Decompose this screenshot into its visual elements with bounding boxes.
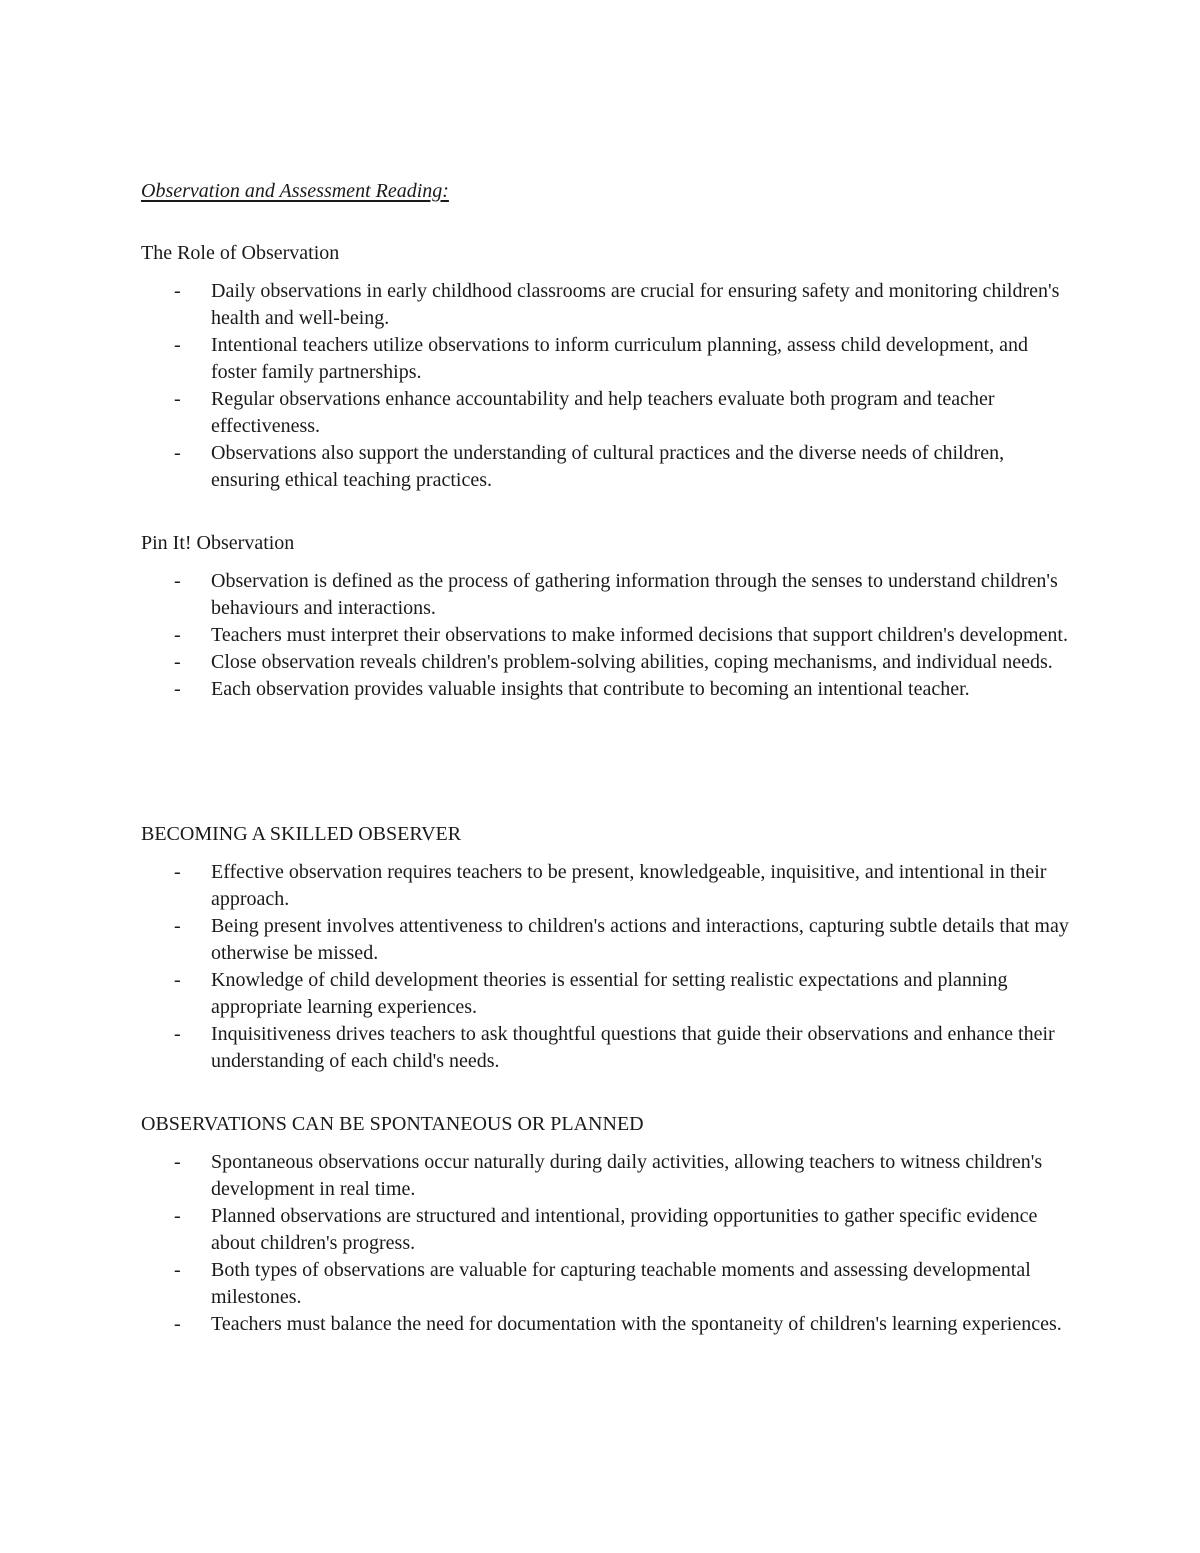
list-item-text: Inquisitiveness drives teachers to ask thoughtful questions that guide their observations and enhance their understanding of each child's needs. bbox=[211, 1023, 1055, 1072]
bullet-marker: - bbox=[174, 1023, 181, 1045]
bullet-marker: - bbox=[174, 1259, 181, 1281]
bullet-marker: - bbox=[174, 624, 181, 646]
list-item-text: Close observation reveals children's problem-solving abilities, coping mechanisms, and individual needs. bbox=[211, 651, 1053, 673]
list-item bbox=[141, 1149, 1071, 1203]
section-pin-it-observation bbox=[141, 530, 1071, 703]
list-item bbox=[141, 568, 1071, 622]
bullet-marker: - bbox=[174, 651, 181, 673]
list-item bbox=[141, 1257, 1071, 1311]
bullet-marker: - bbox=[174, 969, 181, 991]
list-item bbox=[141, 913, 1071, 967]
bullet-marker: - bbox=[174, 388, 181, 410]
bullet-marker: - bbox=[174, 280, 181, 302]
list-item bbox=[141, 1311, 1071, 1338]
list-item-text: Spontaneous observations occur naturally during daily activities, allowing teachers to witness children's development in real time. bbox=[211, 1151, 1043, 1200]
list-item-text: Teachers must interpret their observations to make informed decisions that support children's development. bbox=[211, 624, 1068, 646]
list-item bbox=[141, 386, 1071, 440]
bullet-marker: - bbox=[174, 1313, 181, 1335]
list-item-text: Knowledge of child development theories is essential for setting realistic expectations and planning appropriate learning experiences. bbox=[211, 969, 1008, 1018]
bullet-marker: - bbox=[174, 442, 181, 464]
bullet-marker: - bbox=[174, 915, 181, 937]
bullet-marker: - bbox=[174, 570, 181, 592]
bullet-list bbox=[141, 1149, 1071, 1338]
list-item-text: Both types of observations are valuable for capturing teachable moments and assessing developmental milestones. bbox=[211, 1259, 1031, 1308]
bullet-marker: - bbox=[174, 334, 181, 356]
list-item bbox=[141, 967, 1071, 1021]
list-item-text: Teachers must balance the need for documentation with the spontaneity of children's learning experiences. bbox=[211, 1313, 1062, 1335]
list-item-text: Planned observations are structured and intentional, providing opportunities to gather specific evidence about children's progress. bbox=[211, 1205, 1038, 1254]
list-item bbox=[141, 1203, 1071, 1257]
list-item bbox=[141, 278, 1071, 332]
section-role-of-observation bbox=[141, 240, 1071, 494]
list-item bbox=[141, 859, 1071, 913]
bullet-list bbox=[141, 278, 1071, 494]
section-heading: OBSERVATIONS CAN BE SPONTANEOUS OR PLANNED bbox=[141, 1113, 644, 1135]
section-heading: The Role of Observation bbox=[141, 242, 340, 264]
list-item-text: Observations also support the understanding of cultural practices and the diverse needs of children, ensuring ethical teaching practices. bbox=[211, 442, 1005, 491]
list-item-text: Daily observations in early childhood classrooms are crucial for ensuring safety and monitoring children's health and well-being. bbox=[211, 280, 1060, 329]
list-item bbox=[141, 676, 1071, 703]
section-spontaneous-or-planned bbox=[141, 1111, 1071, 1338]
document-title: Observation and Assessment Reading: bbox=[141, 180, 449, 202]
bullet-marker: - bbox=[174, 1151, 181, 1173]
list-item bbox=[141, 622, 1071, 649]
bullet-marker: - bbox=[174, 678, 181, 700]
list-item-text: Observation is defined as the process of gathering information through the senses to understand children's behaviours and interactions. bbox=[211, 570, 1058, 619]
list-item bbox=[141, 332, 1071, 386]
list-item-text: Each observation provides valuable insights that contribute to becoming an intentional teacher. bbox=[211, 678, 970, 700]
list-item-text: Being present involves attentiveness to children's actions and interactions, capturing subtle details that may otherwise be missed. bbox=[211, 915, 1069, 964]
bullet-marker: - bbox=[174, 1205, 181, 1227]
bullet-list bbox=[141, 568, 1071, 703]
bullet-list bbox=[141, 859, 1071, 1075]
section-heading: BECOMING A SKILLED OBSERVER bbox=[141, 823, 462, 845]
list-item-text: Regular observations enhance accountability and help teachers evaluate both program and teacher effectiveness. bbox=[211, 388, 995, 437]
list-item bbox=[141, 440, 1071, 494]
list-item bbox=[141, 649, 1071, 676]
bullet-marker: - bbox=[174, 861, 181, 883]
list-item-text: Intentional teachers utilize observations to inform curriculum planning, assess child development, and foster family partnerships. bbox=[211, 334, 1029, 383]
section-skilled-observer bbox=[141, 821, 1071, 1075]
list-item-text: Effective observation requires teachers to be present, knowledgeable, inquisitive, and intentional in their approach. bbox=[211, 861, 1047, 910]
list-item bbox=[141, 1021, 1071, 1075]
section-heading: Pin It! Observation bbox=[141, 532, 295, 554]
